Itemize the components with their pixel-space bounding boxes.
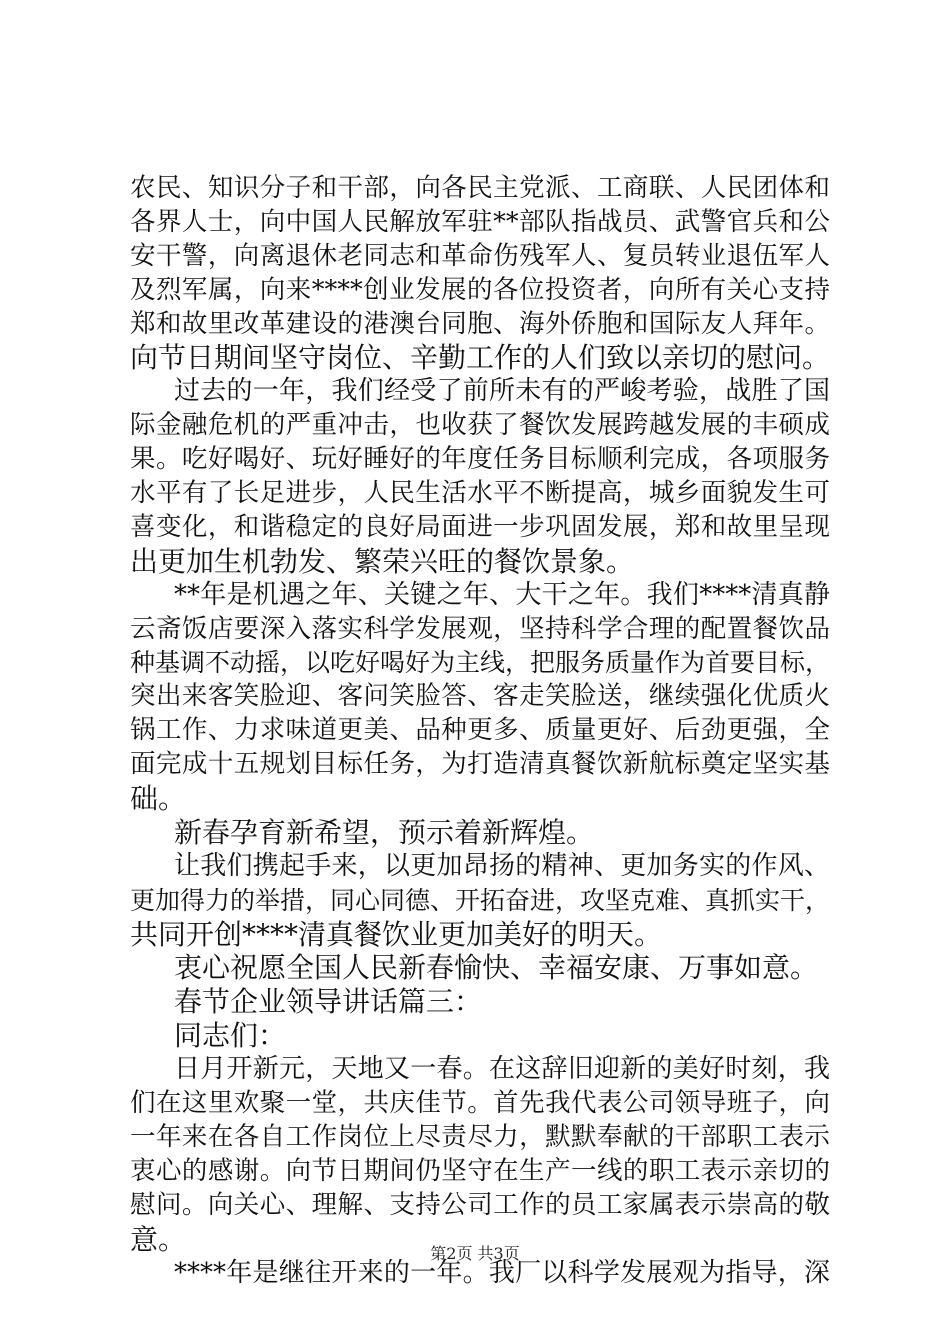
text-line: 们在这里欢聚一堂，共庆佳节。首先我代表公司领导班子，向 bbox=[130, 1088, 830, 1119]
text-line: ****年是继往开来的一年。我厂以科学发展观为指导，深 bbox=[174, 1257, 830, 1288]
text-line: 农民、知识分子和干部，向各民主党派、工商联、人民团体和 bbox=[130, 173, 830, 203]
text-line: 面完成十五规划目标任务，为打造清真餐饮新航标奠定坚实基 bbox=[130, 749, 830, 780]
text-line: 日月开新元，天地又一春。在这辞旧迎新的美好时刻，我 bbox=[174, 1054, 830, 1085]
text-line: 突出来客笑脸迎、客问笑脸答、客走笑脸送，继续强化优质火 bbox=[130, 681, 830, 712]
text-line: 更加得力的举措，同心同德、开拓奋进，攻坚克难、真抓实干， bbox=[130, 885, 831, 915]
text-line: 果。吃好喝好、玩好睡好的年度任务目标顺利完成，各项服务 bbox=[130, 444, 830, 475]
page-footer: 第2页 共3页 bbox=[430, 1244, 520, 1263]
text-line: 锅工作、力求味道更美、品种更多、质量更好、后劲更强，全 bbox=[130, 715, 830, 746]
text-line: 郑和故里改革建设的港澳台同胞、海外侨胞和国际友人拜年。 bbox=[130, 308, 830, 339]
text-line: 衷心的感谢。向节日期间仍坚守在生产一线的职工表示亲切的 bbox=[130, 1155, 830, 1186]
text-line: 水平有了长足进步，人民生活水平不断提高，城乡面貌发生可 bbox=[130, 478, 830, 509]
text-line: 同志们： bbox=[174, 1019, 287, 1053]
text-line: 向节日期间坚守岗位、辛勤工作的人们致以亲切的慰问。 bbox=[130, 341, 831, 375]
document-body bbox=[130, 172, 830, 1290]
text-line: 种基调不动摇，以吃好喝好为主线，把服务质量作为首要目标， bbox=[130, 648, 831, 678]
text-line: **年是机遇之年、关键之年、大干之年。我们****清真静 bbox=[174, 579, 830, 610]
text-line: 春节企业领导讲话篇三： bbox=[174, 985, 483, 1019]
text-line: 础。 bbox=[130, 782, 187, 816]
text-line: 过去的一年，我们经受了前所未有的严峻考验，战胜了国 bbox=[174, 376, 830, 407]
text-line: 安干警，向离退休老同志和革命伤残军人、复员转业退伍军人 bbox=[130, 240, 830, 271]
text-line: 及烈军属，向来****创业发展的各位投资者，向所有关心支持 bbox=[130, 274, 830, 305]
text-line: 云斋饭店要深入落实科学发展观，坚持科学合理的配置餐饮品 bbox=[130, 613, 830, 644]
text-line: 喜变化，和谐稳定的良好局面进一步巩固发展，郑和故里呈现 bbox=[130, 511, 830, 542]
text-line: 一年来在各自工作岗位上尽责尽力，默默奉献的干部职工表示 bbox=[130, 1121, 830, 1152]
text-line: 让我们携起手来，以更加昂扬的精神、更加务实的作风、 bbox=[174, 850, 830, 881]
text-line: 衷心祝愿全国人民新春愉快、幸福安康、万事如意。 bbox=[174, 951, 819, 985]
text-line: 新春孕育新希望，预示着新辉煌。 bbox=[174, 815, 595, 849]
text-line: 意。 bbox=[130, 1222, 187, 1256]
text-line: 共同开创****清真餐饮业更加美好的明天。 bbox=[130, 917, 663, 951]
text-line: 各界人士，向中国人民解放军驻**部队指战员、武警官兵和公 bbox=[130, 206, 830, 237]
text-line: 际金融危机的严重冲击，也收获了餐饮发展跨越发展的丰硕成 bbox=[130, 410, 830, 441]
text-line: 慰问。向关心、理解、支持公司工作的员工家属表示崇高的敬 bbox=[130, 1189, 830, 1220]
text-line: 出更加生机勃发、繁荣兴旺的餐饮景象。 bbox=[130, 544, 635, 578]
